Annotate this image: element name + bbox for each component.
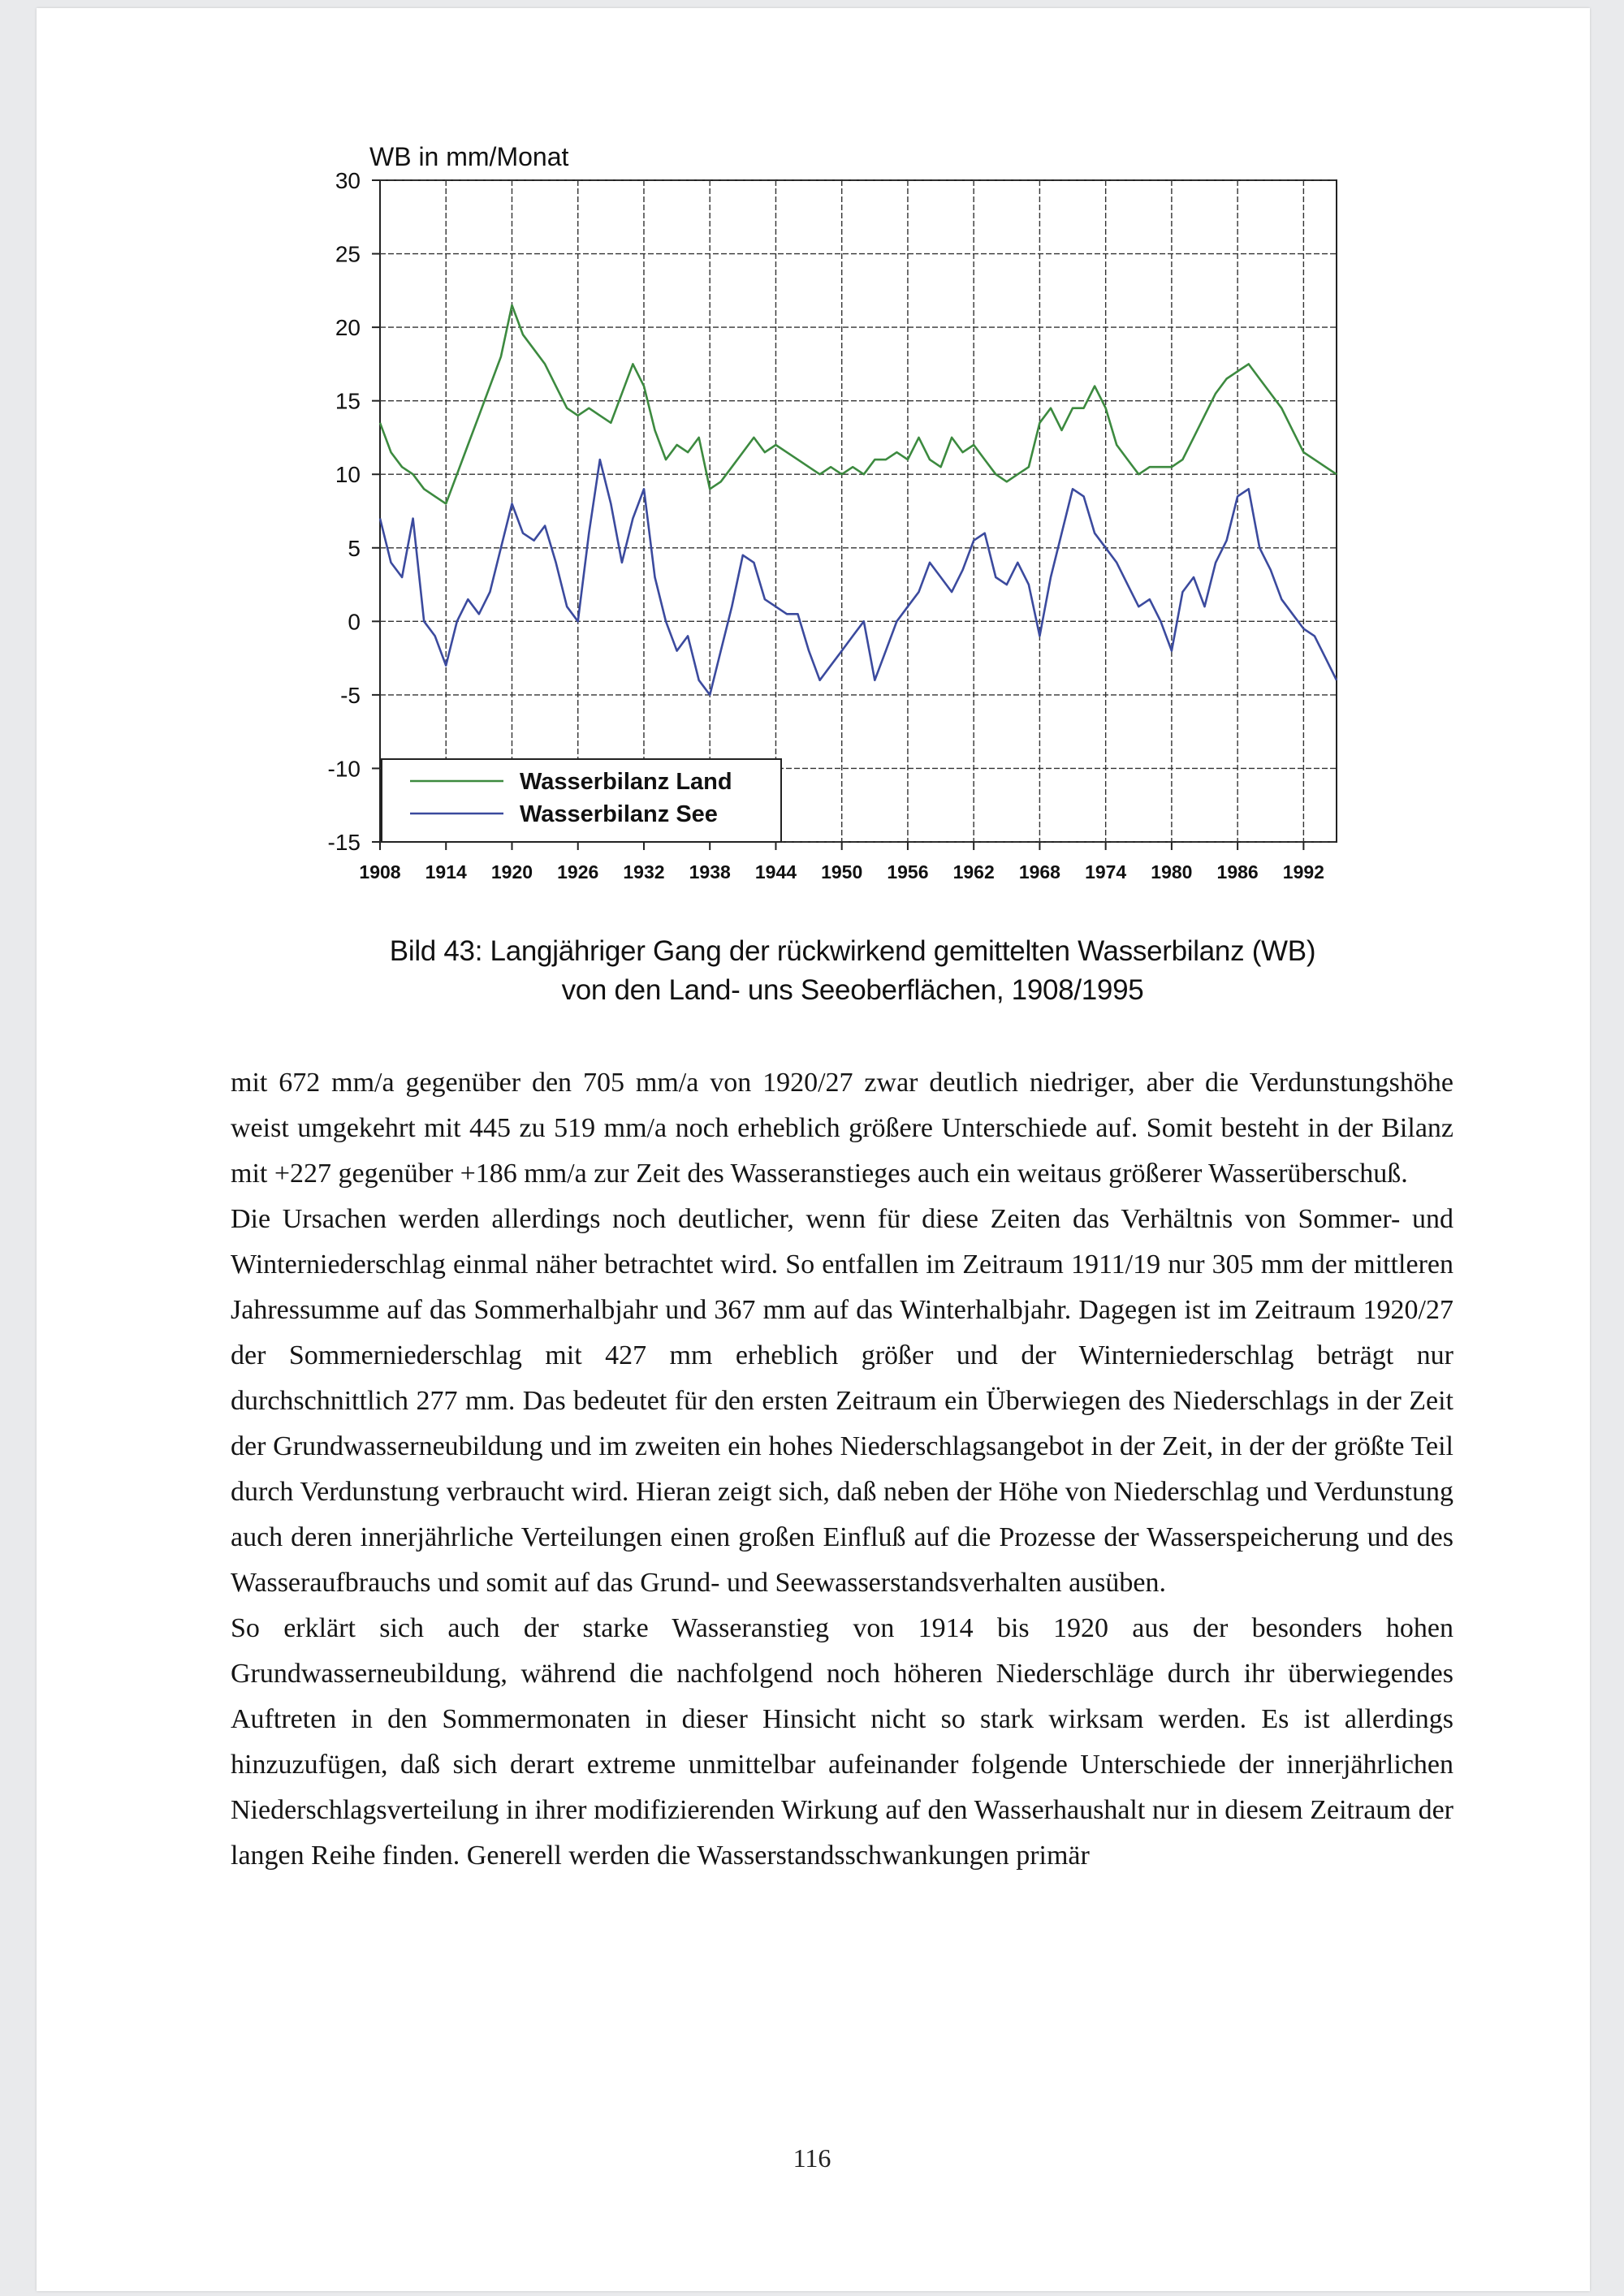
caption-line-2: von den Land- uns Seeoberflächen, 1908/1995 — [561, 974, 1144, 1006]
x-tick-label: 1932 — [623, 861, 665, 883]
page-number: 116 — [793, 2143, 831, 2173]
figure-caption — [292, 932, 1413, 1010]
x-tick-label: 1950 — [821, 861, 863, 883]
x-tick-label: 1920 — [490, 861, 533, 883]
x-tick-labels — [359, 861, 1324, 883]
paragraph-1: mit 672 mm/a gegenüber den 705 mm/a von 1920/27 zwar deutlich niedriger, aber die Verdunstungshöhe weist umgekehrt mit 445 zu 519 mm/a noch erheblich größere Unterschiede auf. Somit besteht in der Bilanz mit +227 gegenüber +186 mm/a zur Zeit des Wasseranstieges auch ein weitaus größerer Wasserüberschuß. — [231, 1068, 1453, 1189]
x-tick-label: 1908 — [359, 861, 401, 883]
y-tick-label: -15 — [327, 830, 361, 855]
y-tick-label: 5 — [348, 535, 361, 561]
x-tick-label: 1938 — [689, 861, 731, 883]
body-text — [231, 1060, 1453, 1879]
x-tick-label: 1956 — [887, 861, 929, 883]
x-tick-label: 1968 — [1018, 861, 1060, 883]
y-tick-label: 15 — [335, 388, 361, 414]
x-tick-label: 1962 — [952, 861, 995, 883]
legend-label-see: Wasserbilanz See — [520, 801, 718, 827]
y-tick-label: 30 — [335, 168, 361, 193]
figure — [0, 0, 1624, 1015]
x-tick-label: 1944 — [754, 861, 797, 883]
chart-series — [380, 305, 1337, 695]
chart-legend — [382, 759, 781, 842]
plot-frame — [380, 180, 1337, 842]
x-tick-label: 1980 — [1151, 861, 1193, 883]
y-tick-label: 25 — [335, 241, 361, 267]
x-tick-label: 1914 — [425, 861, 467, 883]
x-tick-label: 1926 — [557, 861, 599, 883]
caption-line-1: Bild 43: Langjähriger Gang der rückwirkend gemittelten Wasserbilanz (WB) — [389, 935, 1316, 967]
series-line-see — [380, 460, 1337, 695]
water-balance-chart — [0, 0, 1624, 1015]
x-tick-label: 1986 — [1216, 861, 1259, 883]
y-tick-label: -5 — [340, 682, 361, 708]
x-tick-label: 1992 — [1282, 861, 1324, 883]
legend-label-land: Wasserbilanz Land — [520, 769, 732, 795]
y-tick-label: -10 — [327, 756, 361, 782]
x-tick-label: 1974 — [1085, 861, 1127, 883]
paragraph-2: Die Ursachen werden allerdings noch deutlicher, wenn für diese Zeiten das Verhältnis von Sommer- und Winterniederschlag einmal näher betrachtet wird. So entfallen im Zeitraum 1911/19 nur 305 mm der mittleren Jahressumme auf das Sommerhalbjahr und 367 mm auf das Winterhalbjahr. Dagegen ist im Zeitraum 1920/27 der Sommerniederschlag mit 427 mm erheblich größer und der Winterniederschlag beträgt nur durchschnittlich 277 mm. Das bedeutet für den ersten Zeitraum ein Überwiegen des Niederschlags in der Zeit der Grundwasserneubildung und im zweiten ein hohes Niederschlagsangebot in der Zeit, in der der größte Teil durch Verdunstung verbraucht wird. Hieran zeigt sich, daß neben der Höhe von Niederschlag und Verdunstung auch deren innerjährliche Verteilungen einen großen Einfluß auf die Prozesse der Wasserspeicherung und des Wasseraufbrauchs und somit auf das Grund- und Seewasserstandsverhalten ausüben. — [231, 1204, 1453, 1598]
y-tick-label: 10 — [335, 462, 361, 488]
y-tick-labels — [328, 168, 361, 855]
y-tick-label: 20 — [335, 315, 361, 341]
y-axis-label: WB in mm/Monat — [369, 142, 569, 171]
paragraph-3: So erklärt sich auch der starke Wasseranstieg von 1914 bis 1920 aus der besonders hohen Grundwasserneubildung, während die nachfolgend noch höheren Niederschläge durch ihr überwiegendes Auftreten in den Sommermonaten in dieser Hinsicht nicht so stark wirksam werden. Es ist allerdings hinzuzufügen, daß sich derart extreme unmittelbar aufeinander folgende Unterschiede der innerjährlichen Niederschlagsverteilung in ihrer modifizierenden Wirkung auf den Wasserhaushalt nur in diesem Zeitraum der langen Reihe finden. Generell werden die Wasserstandsschwankungen primär — [231, 1613, 1453, 1871]
y-tick-label: 0 — [348, 609, 361, 635]
